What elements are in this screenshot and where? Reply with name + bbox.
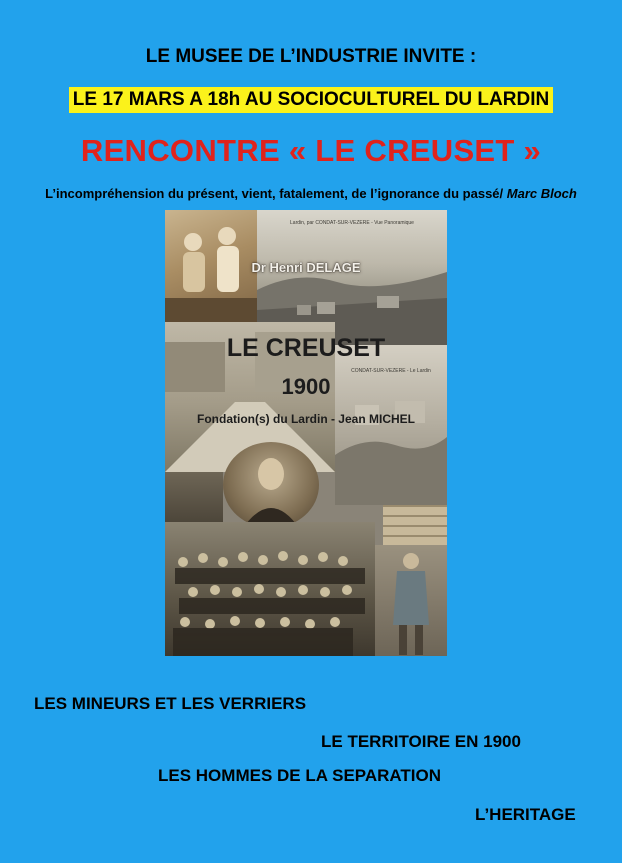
- book-author: Dr Henri DELAGE: [251, 260, 361, 275]
- postcard-caption-top: Lardin, par CONDAT-SUR-VEZERE - Vue Panoramique: [290, 220, 414, 226]
- seated-man-photo: [165, 472, 223, 522]
- book-cover: [165, 210, 447, 656]
- quote-text: L’incompréhension du présent, vient, fatalement, de l’ignorance du passé/: [45, 186, 507, 201]
- portrait-photo: [223, 442, 319, 528]
- quote-author: Marc Bloch: [506, 186, 577, 201]
- postcard-caption-mid: CONDAT-SUR-VEZERE - Le Lardin: [351, 368, 431, 374]
- book-subtitle: Fondation(s) du Lardin - Jean MICHEL: [197, 412, 415, 426]
- book-year: 1900: [281, 374, 331, 399]
- book-title: LE CREUSET: [226, 334, 386, 362]
- quote: [0, 186, 622, 201]
- date-banner: [0, 87, 622, 113]
- topic-hommes-separation: LES HOMMES DE LA SEPARATION: [158, 766, 442, 785]
- event-title: RENCONTRE « LE CREUSET »: [80, 133, 542, 168]
- soldier-photo: [375, 545, 447, 656]
- date-line: LE 17 MARS A 18h AU SOCIOCULTUREL DU LARDIN: [69, 87, 553, 113]
- workers-group-photo: [165, 522, 375, 656]
- topic-territoire: LE TERRITOIRE EN 1900: [321, 732, 521, 751]
- topic-heritage: L’HERITAGE: [475, 805, 576, 824]
- sandbags-photo: [383, 505, 447, 545]
- invite-heading: LE MUSEE DE L’INDUSTRIE INVITE :: [145, 46, 477, 67]
- topic-mineurs-verriers: LES MINEURS ET LES VERRIERS: [34, 694, 307, 713]
